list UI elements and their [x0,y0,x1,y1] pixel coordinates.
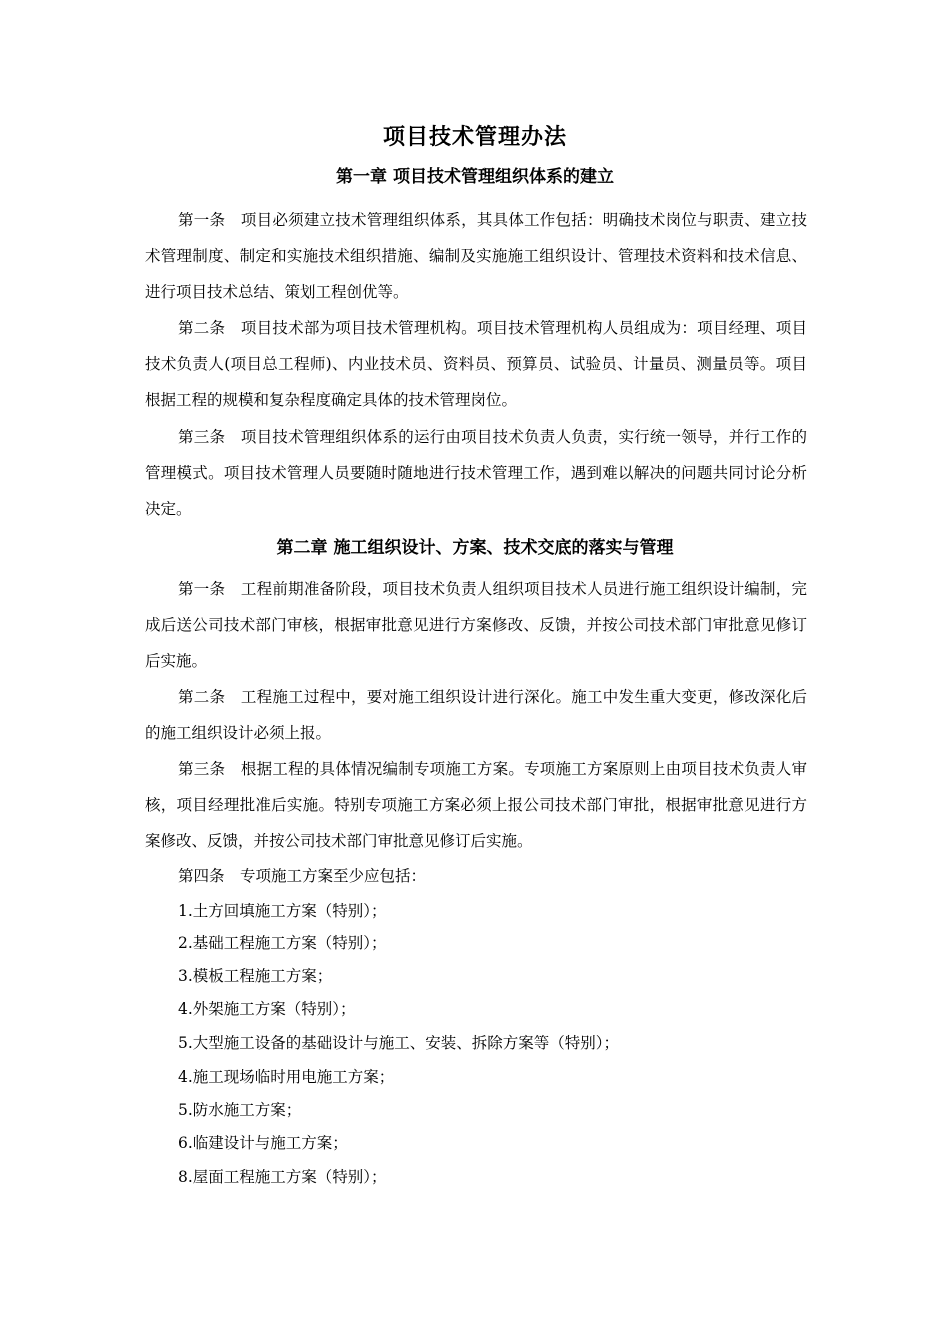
chapter-1-title: 第一章 项目技术管理组织体系的建立 [336,167,614,187]
list-item: 5.大型施工设备的基础设计与施工、安装、拆除方案等（特别）； [178,1034,620,1052]
chapter-1-article-3: 第三条 项目技术管理组织体系的运行由项目技术负责人负责，实行统一领导，并行工作的管理模式。项目技术管理人员要随时随地进行技术管理工作，遇到难以解决的问题共同讨论分析决定。 [145,428,807,518]
chapter-2-article-1: 第一条 工程前期准备阶段，项目技术负责人组织项目技术人员进行施工组织设计编制，完成后送公司技术部门审核，根据审批意见进行方案修改、反馈，并按公司技术部门审批意见修订后实施。 [145,580,807,670]
list-item: 4.施工现场临时用电施工方案； [178,1068,395,1086]
chapter-1-article-2: 第二条 项目技术部为项目技术管理机构。项目技术管理机构人员组成为：项目经理、项目技术负责人(项目总工程师)、内业技术员、资料员、预算员、试验员、计量员、测量员等。项目根据工程的规模和复杂程度确定具体的技术管理岗位。 [145,319,807,409]
chapter-2-article-4: 第四条 专项施工方案至少应包括： [178,867,427,885]
chapter-2-article-2: 第二条 工程施工过程中，要对施工组织设计进行深化。施工中发生重大变更，修改深化后的施工组织设计必须上报。 [145,688,807,742]
chapter-2-title: 第二章 施工组织设计、方案、技术交底的落实与管理 [276,538,674,558]
list-item: 4.外架施工方案（特别）； [178,1000,356,1018]
list-item: 1.土方回填施工方案（特别）； [178,902,387,920]
list-item: 3.模板工程施工方案； [178,967,333,985]
list-item: 8.屋面工程施工方案（特别）； [178,1168,387,1186]
document-title: 项目技术管理办法 [382,124,567,150]
chapter-1-article-1: 第一条 项目必须建立技术管理组织体系，其具体工作包括：明确技术岗位与职责、建立技术管理制度、制定和实施技术组织措施、编制及实施施工组织设计、管理技术资料和技术信息、进行项目技术总结、策划工程创优等。 [145,211,807,301]
list-item: 5.防水施工方案； [178,1101,302,1119]
list-item: 2.基础工程施工方案（特别）； [178,934,387,952]
chapter-2-article-3: 第三条 根据工程的具体情况编制专项施工方案。专项施工方案原则上由项目技术负责人审核，项目经理批准后实施。特别专项施工方案必须上报公司技术部门审批，根据审批意见进行方案修改、反馈，并按公司技术部门审批意见修订后实施。 [145,760,807,850]
list-item: 6.临建设计与施工方案； [178,1134,348,1152]
